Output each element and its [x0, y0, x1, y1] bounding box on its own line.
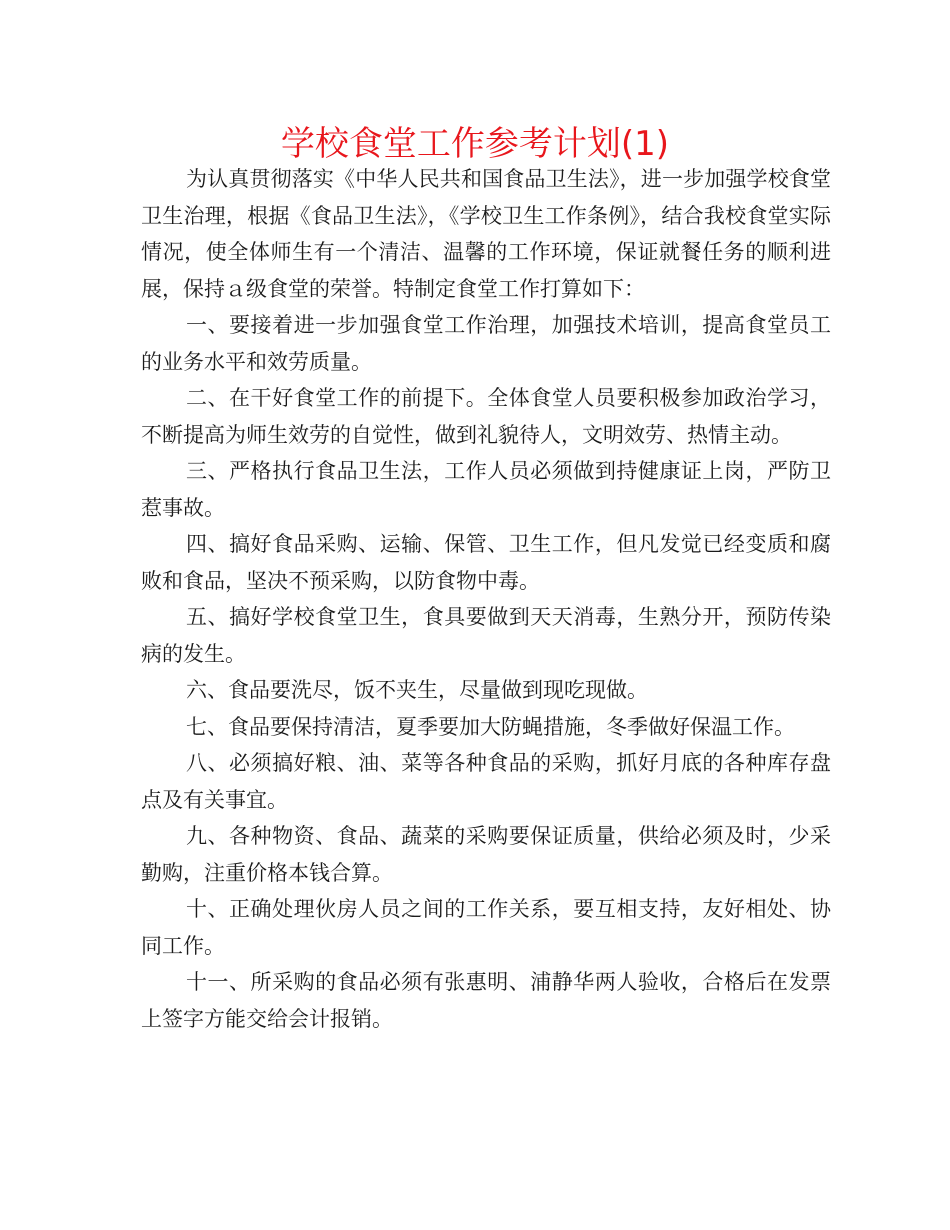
- paragraph-item-2: 二、在干好食堂工作的前提下。全体食堂人员要积极参加政治学习，不断提高为师生效劳的自觉性，做到礼貌待人，文明效劳、热情主动。: [141, 386, 831, 447]
- document-title: 学校食堂工作参考计划(1): [280, 124, 670, 164]
- paragraph-item-10: 十、正确处理伙房人员之间的工作关系，要互相支持，友好相处、协同工作。: [141, 897, 831, 958]
- paragraph-item-11: 十一、所采购的食品必须有张惠明、浦静华两人验收，合格后在发票上签字方能交给会计报销。: [141, 970, 831, 1031]
- paragraph-item-3: 三、严格执行食品卫生法，工作人员必须做到持健康证上岗，严防卫惹事故。: [141, 459, 831, 520]
- paragraph-item-8: 八、必须搞好粮、油、菜等各种食品的采购，抓好月底的各种库存盘点及有关事宜。: [141, 751, 831, 812]
- paragraph-item-4: 四、搞好食品采购、运输、保管、卫生工作，但凡发觉已经变质和腐败和食品，坚决不预采购，以防食物中毒。: [141, 532, 831, 593]
- paragraph-item-7: 七、食品要保持清洁，夏季要加大防蝇措施，冬季做好保温工作。: [186, 714, 795, 739]
- paragraph-intro: 为认真贯彻落实《中华人民共和国食品卫生法》，进一步加强学校食堂卫生治理，根据《食品卫生法》，《学校卫生工作条例》，结合我校食堂实际情况，使全体师生有一个清洁、温馨的工作环境，保证就餐任务的顺利进展，保持ａ级食堂的荣誉。特制定食堂工作打算如下：: [141, 167, 831, 301]
- paragraph-item-6: 六、食品要洗尽，饭不夹生，尽量做到现吃现做。: [186, 678, 648, 702]
- paragraph-item-9: 九、各种物资、食品、蔬菜的采购要保证质量，供给必须及时，少采勤购，注重价格本钱合算。: [141, 824, 831, 885]
- paragraph-item-1: 一、要接着进一步加强食堂工作治理，加强技术培训，提高食堂员工的业务水平和效劳质量。: [141, 313, 831, 374]
- paragraph-item-5: 五、搞好学校食堂卫生，食具要做到天天消毒，生熟分开，预防传染病的发生。: [141, 605, 831, 666]
- document-body: [141, 161, 831, 1037]
